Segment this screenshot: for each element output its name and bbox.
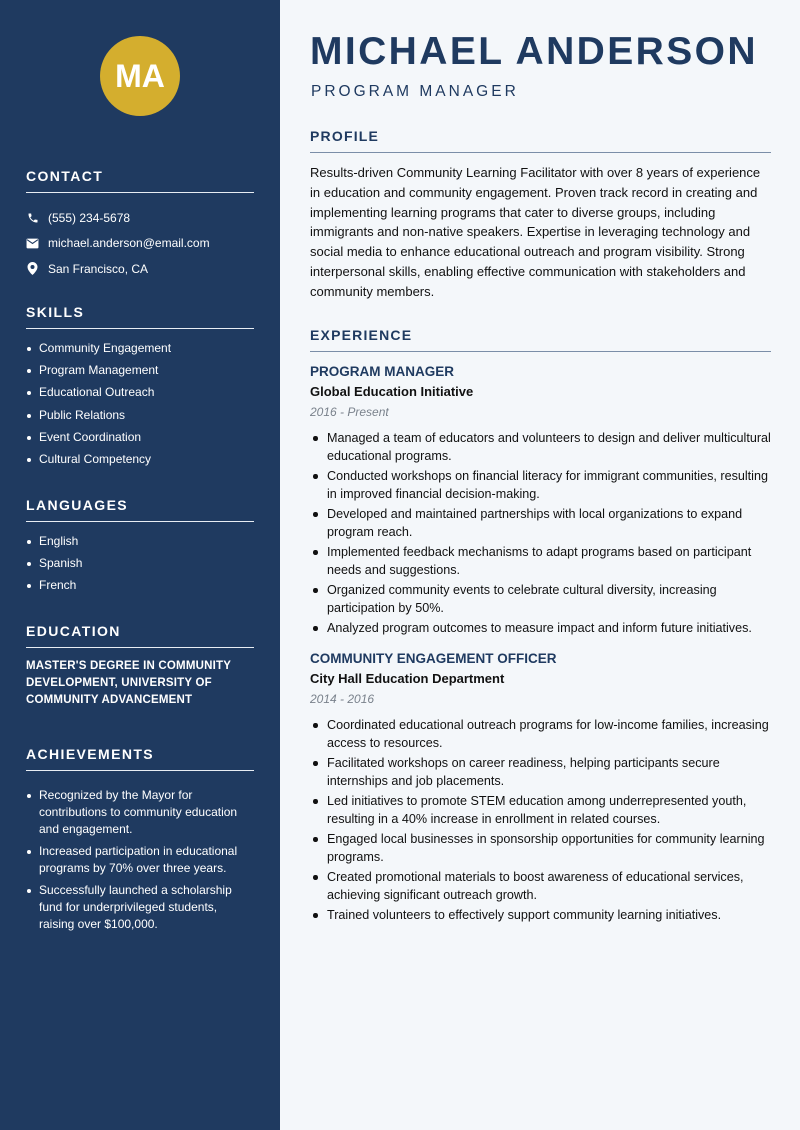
skill-item: Program Management xyxy=(26,362,254,379)
education-section xyxy=(26,623,254,709)
job-bullet: Trained volunteers to effectively support community learning initiatives. xyxy=(310,906,771,924)
skills-section xyxy=(26,304,254,473)
job-title: COMMUNITY ENGAGEMENT OFFICER xyxy=(310,651,557,666)
map-pin-icon xyxy=(26,262,39,275)
achievement-item: Successfully launched a scholarship fund for underprivileged students, raising over $100,000. xyxy=(26,882,254,933)
skill-item: Public Relations xyxy=(26,407,254,424)
job-bullet: Managed a team of educators and volunteers to design and deliver multicultural educational programs. xyxy=(310,429,771,465)
skill-item: Educational Outreach xyxy=(26,384,254,401)
achievements-section xyxy=(26,746,254,938)
job-bullet: Analyzed program outcomes to measure impact and inform future initiatives. xyxy=(310,619,771,637)
contact-email xyxy=(26,231,254,257)
job-bullet: Coordinated educational outreach programs for low-income families, increasing access to resources. xyxy=(310,716,771,752)
envelope-icon xyxy=(26,237,39,250)
language-item: English xyxy=(26,533,254,550)
job-bullets xyxy=(310,716,771,924)
job-bullet: Developed and maintained partnerships with local organizations to expand program reach. xyxy=(310,505,771,541)
job-dates: 2014 - 2016 xyxy=(310,692,375,706)
achievement-item: Increased participation in educational programs by 70% over three years. xyxy=(26,843,254,877)
job-company: Global Education Initiative xyxy=(310,384,474,399)
location-text: San Francisco, CA xyxy=(48,261,149,276)
achievements-list xyxy=(26,787,254,933)
skills-list xyxy=(26,340,254,468)
education-degree: MASTER'S DEGREE IN COMMUNITY DEVELOPMENT, UNIVERSITY OF COMMUNITY ADVANCEMENT xyxy=(26,660,231,706)
job-entry xyxy=(310,364,771,637)
languages-heading: LANGUAGES xyxy=(26,497,254,522)
email-text[interactable]: michael.anderson@email.com xyxy=(48,236,210,251)
job-entry xyxy=(310,651,771,924)
language-item: Spanish xyxy=(26,555,254,572)
contact-heading: CONTACT xyxy=(26,168,254,193)
achievements-heading: ACHIEVEMENTS xyxy=(26,746,254,771)
main-content xyxy=(280,0,800,1130)
profile-text: Results-driven Community Learning Facilitator with over 8 years of experience in education and community engagement. Proven track record in creating and implementing learning programs that cater to diverse groups, including immigrants and non-native speakers. Expertise in leveraging technology and social media to enhance educational outreach and program visibility. Strong interpersonal skills, enabling effective communication with stakeholders and community members. xyxy=(310,165,761,299)
languages-section xyxy=(26,497,254,600)
achievement-item: Recognized by the Mayor for contributions to community education and engagement. xyxy=(26,787,254,838)
skill-item: Event Coordination xyxy=(26,429,254,446)
job-title: PROGRAM MANAGER xyxy=(310,364,454,379)
job-bullet: Created promotional materials to boost awareness of educational services, achieving significant outreach growth. xyxy=(310,868,771,904)
phone-text[interactable]: (555) 234-5678 xyxy=(48,210,131,225)
job-bullet: Facilitated workshops on career readiness, helping participants secure internships and job placements. xyxy=(310,754,771,790)
skills-heading: SKILLS xyxy=(26,304,254,329)
job-bullet: Implemented feedback mechanisms to adapt programs based on participant needs and suggestions. xyxy=(310,543,771,579)
experience-heading: EXPERIENCE xyxy=(310,327,771,352)
job-bullet: Engaged local businesses in sponsorship opportunities for community learning programs. xyxy=(310,830,771,866)
skill-item: Cultural Competency xyxy=(26,451,254,468)
language-item: French xyxy=(26,577,254,594)
languages-list xyxy=(26,533,254,594)
job-bullet: Organized community events to celebrate cultural diversity, increasing participation by 50%. xyxy=(310,581,771,617)
education-heading: EDUCATION xyxy=(26,623,254,648)
candidate-name: MICHAEL ANDERSON xyxy=(310,30,758,73)
avatar xyxy=(100,36,180,116)
candidate-title: PROGRAM MANAGER xyxy=(311,83,519,100)
avatar-initials: MA xyxy=(115,57,165,94)
job-bullets xyxy=(310,429,771,637)
experience-section xyxy=(310,327,771,926)
phone-icon xyxy=(26,211,39,224)
profile-section xyxy=(310,128,771,302)
contact-phone xyxy=(26,205,254,231)
job-company: City Hall Education Department xyxy=(310,671,505,686)
skill-item: Community Engagement xyxy=(26,340,254,357)
job-bullet: Led initiatives to promote STEM education among underrepresented youth, resulting in a 40% increase in enrollment in related courses. xyxy=(310,792,771,828)
profile-heading: PROFILE xyxy=(310,128,771,153)
contact-location xyxy=(26,256,254,282)
job-dates: 2016 - Present xyxy=(310,405,389,419)
sidebar xyxy=(0,0,280,1130)
contact-section xyxy=(26,168,254,282)
contact-list xyxy=(26,205,254,282)
job-bullet: Conducted workshops on financial literacy for immigrant communities, resulting in improved financial decision-making. xyxy=(310,467,771,503)
